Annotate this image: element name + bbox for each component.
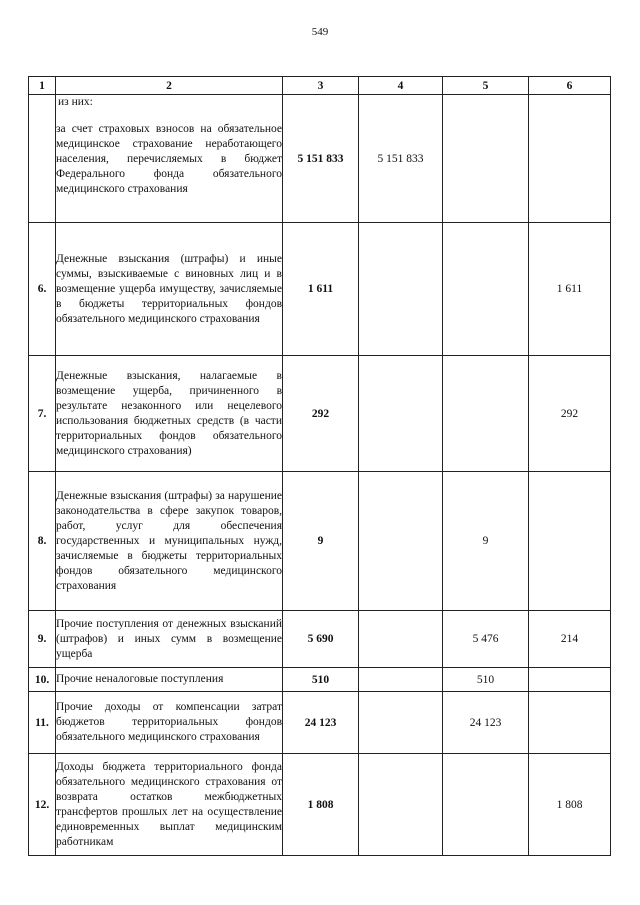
cell-col6 [529,95,611,223]
table-row [29,356,611,472]
cell-total: 1 808 [283,754,359,856]
cell-col4 [359,692,443,754]
column-header-5: 5 [443,77,529,95]
cell-col5: 24 123 [443,692,529,754]
table-row [29,668,611,692]
cell-col5: 9 [443,472,529,611]
row-number: 12. [29,754,56,856]
revenue-table [28,76,611,856]
row-description: Прочие доходы от компенсации затрат бюджетов территориальных фондов обязательного медицинского страхования [56,692,283,754]
cell-col4: 5 151 833 [359,95,443,223]
sub-label: из них: [58,96,93,108]
cell-col4 [359,223,443,356]
cell-total: 5 151 833 [283,95,359,223]
cell-col6: 292 [529,356,611,472]
cell-col5 [443,356,529,472]
cell-total: 1 611 [283,223,359,356]
row-number: 11. [29,692,56,754]
table-row [29,611,611,668]
cell-col6: 1 808 [529,754,611,856]
row-description: Доходы бюджета территориального фонда обязательного медицинского страхования от возврата остатков межбюджетных трансфертов прошлых лет на осуществление единовременных выплат медицинским работникам [56,754,283,856]
table-row [29,692,611,754]
cell-col5 [443,223,529,356]
table-row [29,472,611,611]
row-description: Денежные взыскания (штрафы) за нарушение законодательства в сфере закупок товаров, работ, услуг для обеспечения государственных и муниципальных нужд, зачисляемые в бюджеты территориальных фондов обязательного медицинского страхования [56,472,283,611]
column-header-4: 4 [359,77,443,95]
cell-col6 [529,668,611,692]
cell-col6 [529,472,611,611]
table-row [29,223,611,356]
table-row [29,95,611,223]
table-row [29,754,611,856]
cell-col4 [359,611,443,668]
row-number: 7. [29,356,56,472]
cell-col4 [359,754,443,856]
cell-col4 [359,472,443,611]
cell-col4 [359,668,443,692]
row-description: Денежные взыскания, налагаемые в возмещение ущерба, причиненного в результате незаконного или нецелевого использования бюджетных средств (в части территориальных фондов обязательного медицинского страхования) [56,356,283,472]
cell-col6 [529,692,611,754]
row-number: 6. [29,223,56,356]
row-number [29,95,56,223]
column-header-2: 2 [56,77,283,95]
cell-total: 9 [283,472,359,611]
cell-total: 5 690 [283,611,359,668]
table-header-row [29,77,611,95]
row-number: 10. [29,668,56,692]
cell-col4 [359,356,443,472]
cell-total: 24 123 [283,692,359,754]
row-description: Денежные взыскания (штрафы) и иные суммы, взыскиваемые с виновных лиц и в возмещение ущерба имуществу, зачисляемые в бюджеты территориальных фондов обязательного медицинского страхования [56,223,283,356]
cell-col5: 5 476 [443,611,529,668]
cell-col5 [443,95,529,223]
row-number: 8. [29,472,56,611]
column-header-6: 6 [529,77,611,95]
cell-col5: 510 [443,668,529,692]
row-description [56,95,283,223]
sub-description: за счет страховых взносов на обязательное медицинское страхование неработающего населения, перечисляемых в бюджет Федерального фонда обязательного медицинского страхования [56,123,282,195]
cell-col6: 1 611 [529,223,611,356]
row-description: Прочие неналоговые поступления [56,668,283,692]
column-header-3: 3 [283,77,359,95]
cell-col6: 214 [529,611,611,668]
column-header-1: 1 [29,77,56,95]
cell-total: 292 [283,356,359,472]
page-number: 549 [311,26,329,38]
row-number: 9. [29,611,56,668]
row-description: Прочие поступления от денежных взысканий (штрафов) и иных сумм в возмещение ущерба [56,611,283,668]
cell-col5 [443,754,529,856]
cell-total: 510 [283,668,359,692]
